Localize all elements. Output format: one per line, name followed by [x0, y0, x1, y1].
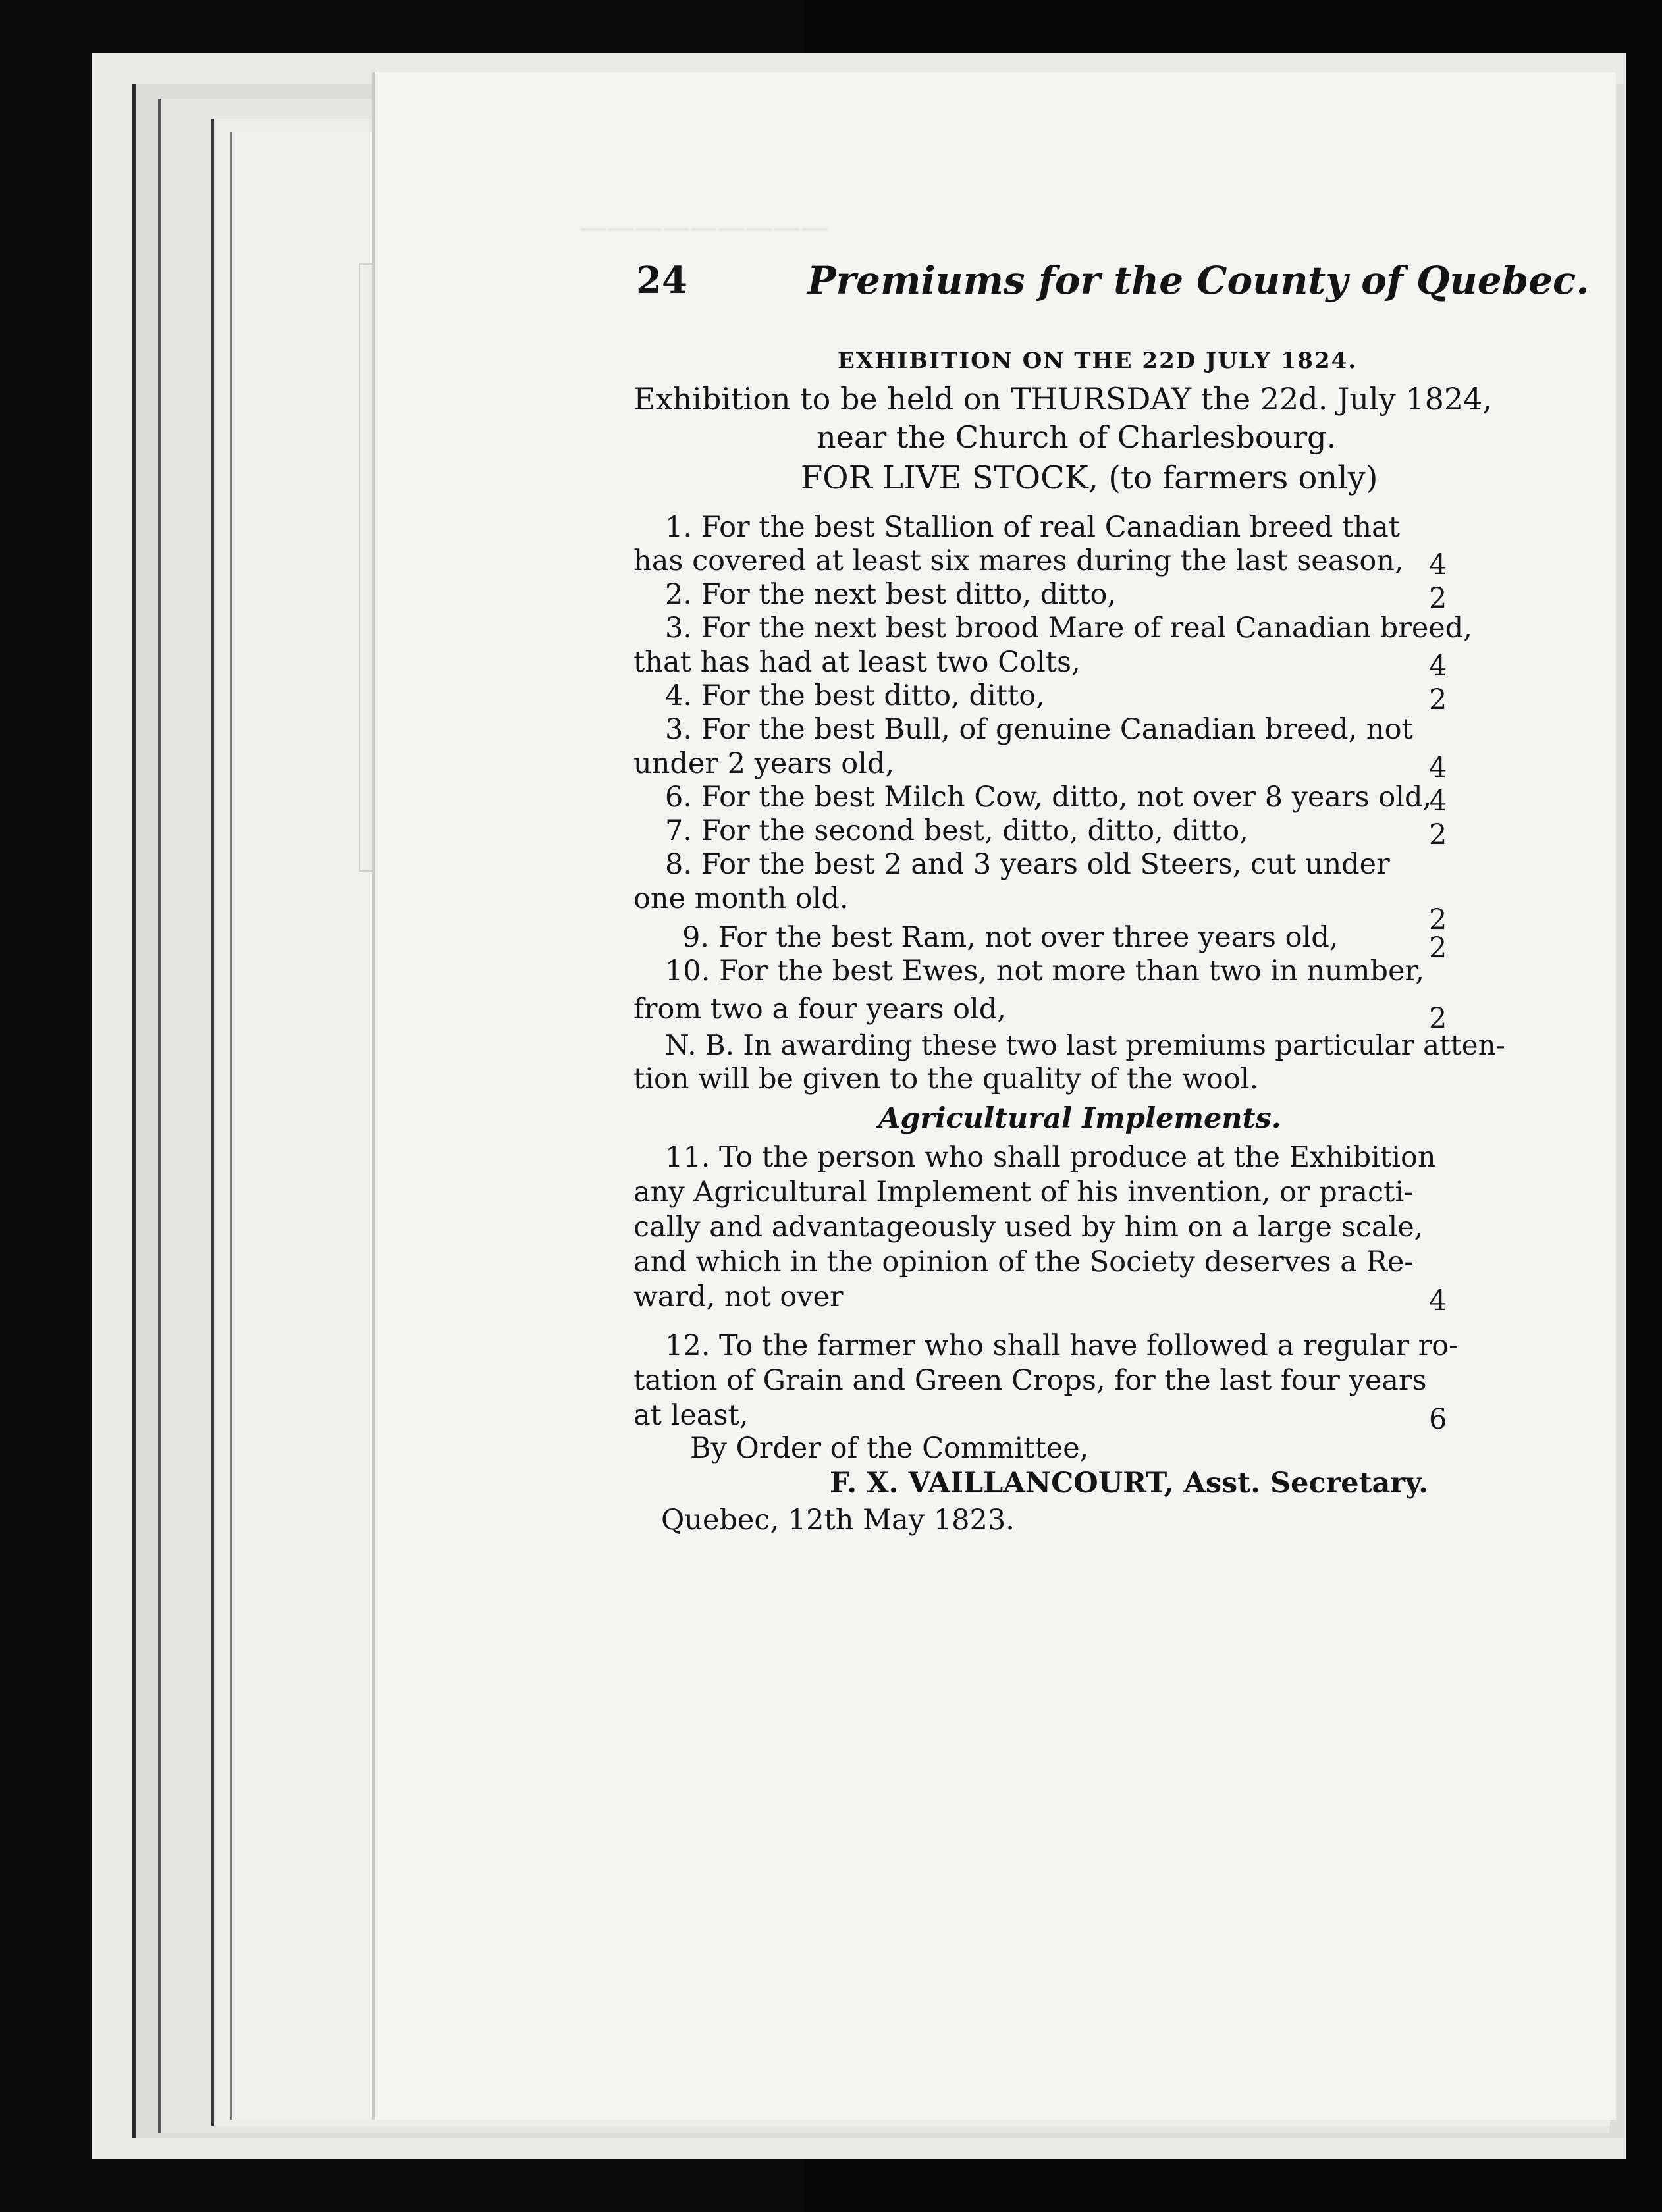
item-value: 2: [1429, 932, 1447, 964]
item-line: 9. For the best Ram, not over three years old,: [682, 921, 1339, 954]
item-11-value: 4: [1429, 1284, 1447, 1317]
item-value: 2: [1429, 818, 1447, 851]
intro-line-1: Exhibition to be held on THURSDAY the 22d. July 1824,: [633, 381, 1493, 417]
date-line: Quebec, 12th May 1823.: [661, 1504, 1015, 1537]
page-number: 24: [636, 259, 687, 302]
exhibition-caption: EXHIBITION ON THE 22D JULY 1824.: [838, 348, 1358, 374]
item-11-line: cally and advantageously used by him on a large scale,: [633, 1211, 1424, 1244]
item-line: 1. For the best Stallion of real Canadian breed that: [665, 511, 1400, 544]
signature-line: F. X. VAILLANCOURT, Asst. Secretary.: [830, 1467, 1429, 1500]
item-line: 7. For the second best, ditto, ditto, ditto,: [665, 814, 1248, 847]
intro-line-2: near the Church of Charlesbourg.: [817, 419, 1337, 455]
item-11-line: any Agricultural Implement of his invention, or practi-: [633, 1176, 1414, 1209]
item-line: that has had at least two Colts,: [633, 646, 1081, 679]
item-line: has covered at least six mares during the last season,: [633, 544, 1404, 577]
item-line: one month old.: [633, 882, 849, 915]
item-value: 4: [1429, 751, 1447, 784]
item-11-line: 11. To the person who shall produce at the Exhibition: [665, 1141, 1436, 1174]
item-value: 4: [1429, 785, 1447, 818]
item-12-line: at least,: [633, 1399, 749, 1432]
item-line: 10. For the best Ewes, not more than two in number,: [665, 955, 1425, 988]
item-line: 3. For the next best brood Mare of real Canadian breed,: [665, 612, 1472, 645]
section-heading-live-stock: FOR LIVE STOCK, (to farmers only): [801, 460, 1378, 496]
item-11-line: and which in the opinion of the Society deserves a Re-: [633, 1246, 1414, 1278]
item-line: 4. For the best ditto, ditto,: [665, 679, 1045, 712]
item-line: under 2 years old,: [633, 747, 895, 780]
item-12-line: 12. To the farmer who shall have followed a regular ro-: [665, 1329, 1459, 1362]
item-line: 2. For the next best ditto, ditto,: [665, 578, 1117, 611]
bleed-through-text: —————————: [579, 211, 828, 244]
item-value: 4: [1429, 548, 1447, 581]
item-value: 2: [1429, 903, 1447, 936]
item-line: 6. For the best Milch Cow, ditto, not over 8 years old,: [665, 781, 1432, 814]
section-heading-implements: Agricultural Implements.: [878, 1102, 1281, 1135]
item-12-line: tation of Grain and Green Crops, for the last four years: [633, 1364, 1427, 1397]
item-value: 4: [1429, 650, 1447, 683]
order-line: By Order of the Committee,: [690, 1432, 1089, 1465]
item-line: 3. For the best Bull, of genuine Canadian breed, not: [665, 713, 1413, 746]
item-12-value: 6: [1429, 1403, 1447, 1436]
item-line: 8. For the best 2 and 3 years old Steers, cut under: [665, 848, 1390, 881]
item-value: 2: [1429, 582, 1447, 615]
running-head: Premiums for the County of Quebec.: [807, 258, 1590, 303]
item-value: 2: [1429, 683, 1447, 716]
item-line: from two a four years old,: [633, 993, 1006, 1026]
nota-bene-line-2: tion will be given to the quality of the wool.: [633, 1063, 1259, 1095]
item-11-line: ward, not over: [633, 1280, 844, 1313]
nota-bene-line-1: N. B. In awarding these two last premiums particular atten-: [665, 1029, 1505, 1061]
item-value: 2: [1429, 1002, 1447, 1035]
